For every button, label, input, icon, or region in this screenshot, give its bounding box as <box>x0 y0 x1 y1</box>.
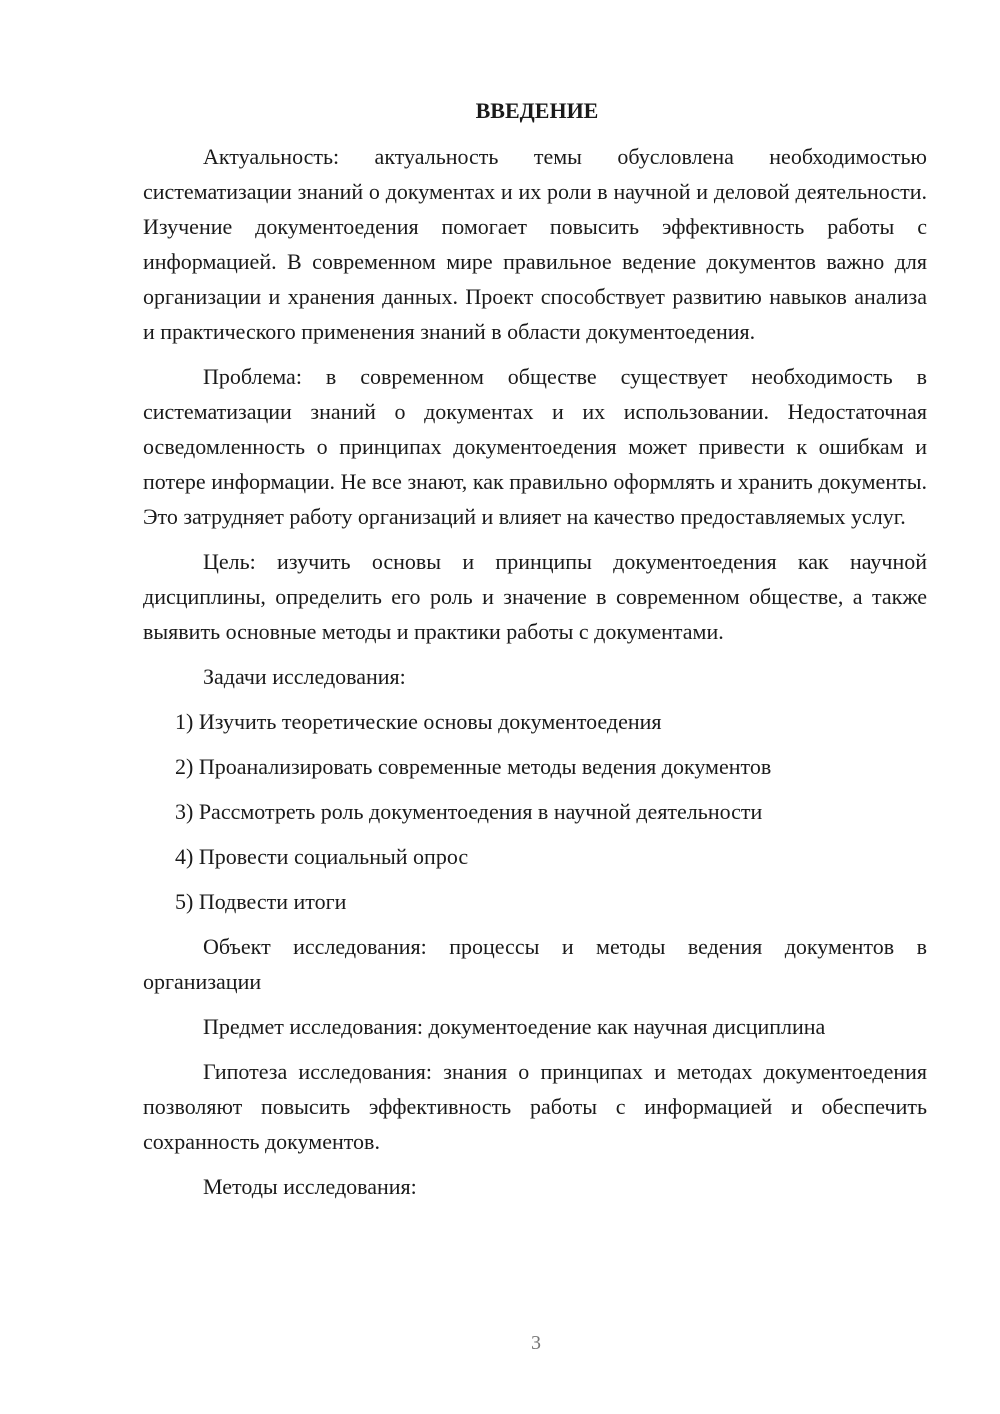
problem-paragraph: Проблема: в современном обществе существует необходимость в систематизации знаний о документах и их использовании. Недостаточная осведомленность о принципах документоедения может привести к ошибкам и потере информации. Не все знают, как правильно оформлять и хранить документы. Это затрудняет работу организаций и влияет на качество предоставляемых услуг. <box>143 364 927 529</box>
section-title: ВВЕДЕНИЕ <box>475 98 599 123</box>
list-item: 4) Провести социальный опрос <box>175 844 469 869</box>
page-number: 3 <box>531 1332 541 1354</box>
list-item: 1) Изучить теоретические основы документоедения <box>175 709 662 734</box>
page-content <box>143 96 927 1214</box>
list-item: 2) Проанализировать современные методы ведения документов <box>175 754 772 779</box>
list-item: 5) Подвести итоги <box>175 889 347 914</box>
list-item: 3) Рассмотреть роль документоедения в научной деятельности <box>175 799 763 824</box>
object-paragraph: Объект исследования: процессы и методы ведения документов в организации <box>143 934 927 994</box>
tasks-heading: Задачи исследования: <box>203 664 406 689</box>
methods-heading: Методы исследования: <box>203 1174 417 1199</box>
tasks-list <box>143 704 927 919</box>
hypothesis-paragraph: Гипотеза исследования: знания о принципах и методах документоедения позволяют повысить эффективность работы с информацией и обеспечить сохранность документов. <box>143 1059 927 1154</box>
subject-paragraph: Предмет исследования: документоедение как научная дисциплина <box>203 1014 826 1039</box>
relevance-paragraph: Актуальность: актуальность темы обусловлена необходимостью систематизации знаний о документах и их роли в научной и деловой деятельности. Изучение документоедения помогает повысить эффективность работы с информацией. В современном мире правильное ведение документов важно для организации и хранения данных. Проект способствует развитию навыков анализа и практического применения знаний в области документоедения. <box>143 144 927 344</box>
goal-paragraph: Цель: изучить основы и принципы документоедения как научной дисциплины, определить его роль и значение в современном обществе, а также выявить основные методы и практики работы с документами. <box>143 549 927 644</box>
